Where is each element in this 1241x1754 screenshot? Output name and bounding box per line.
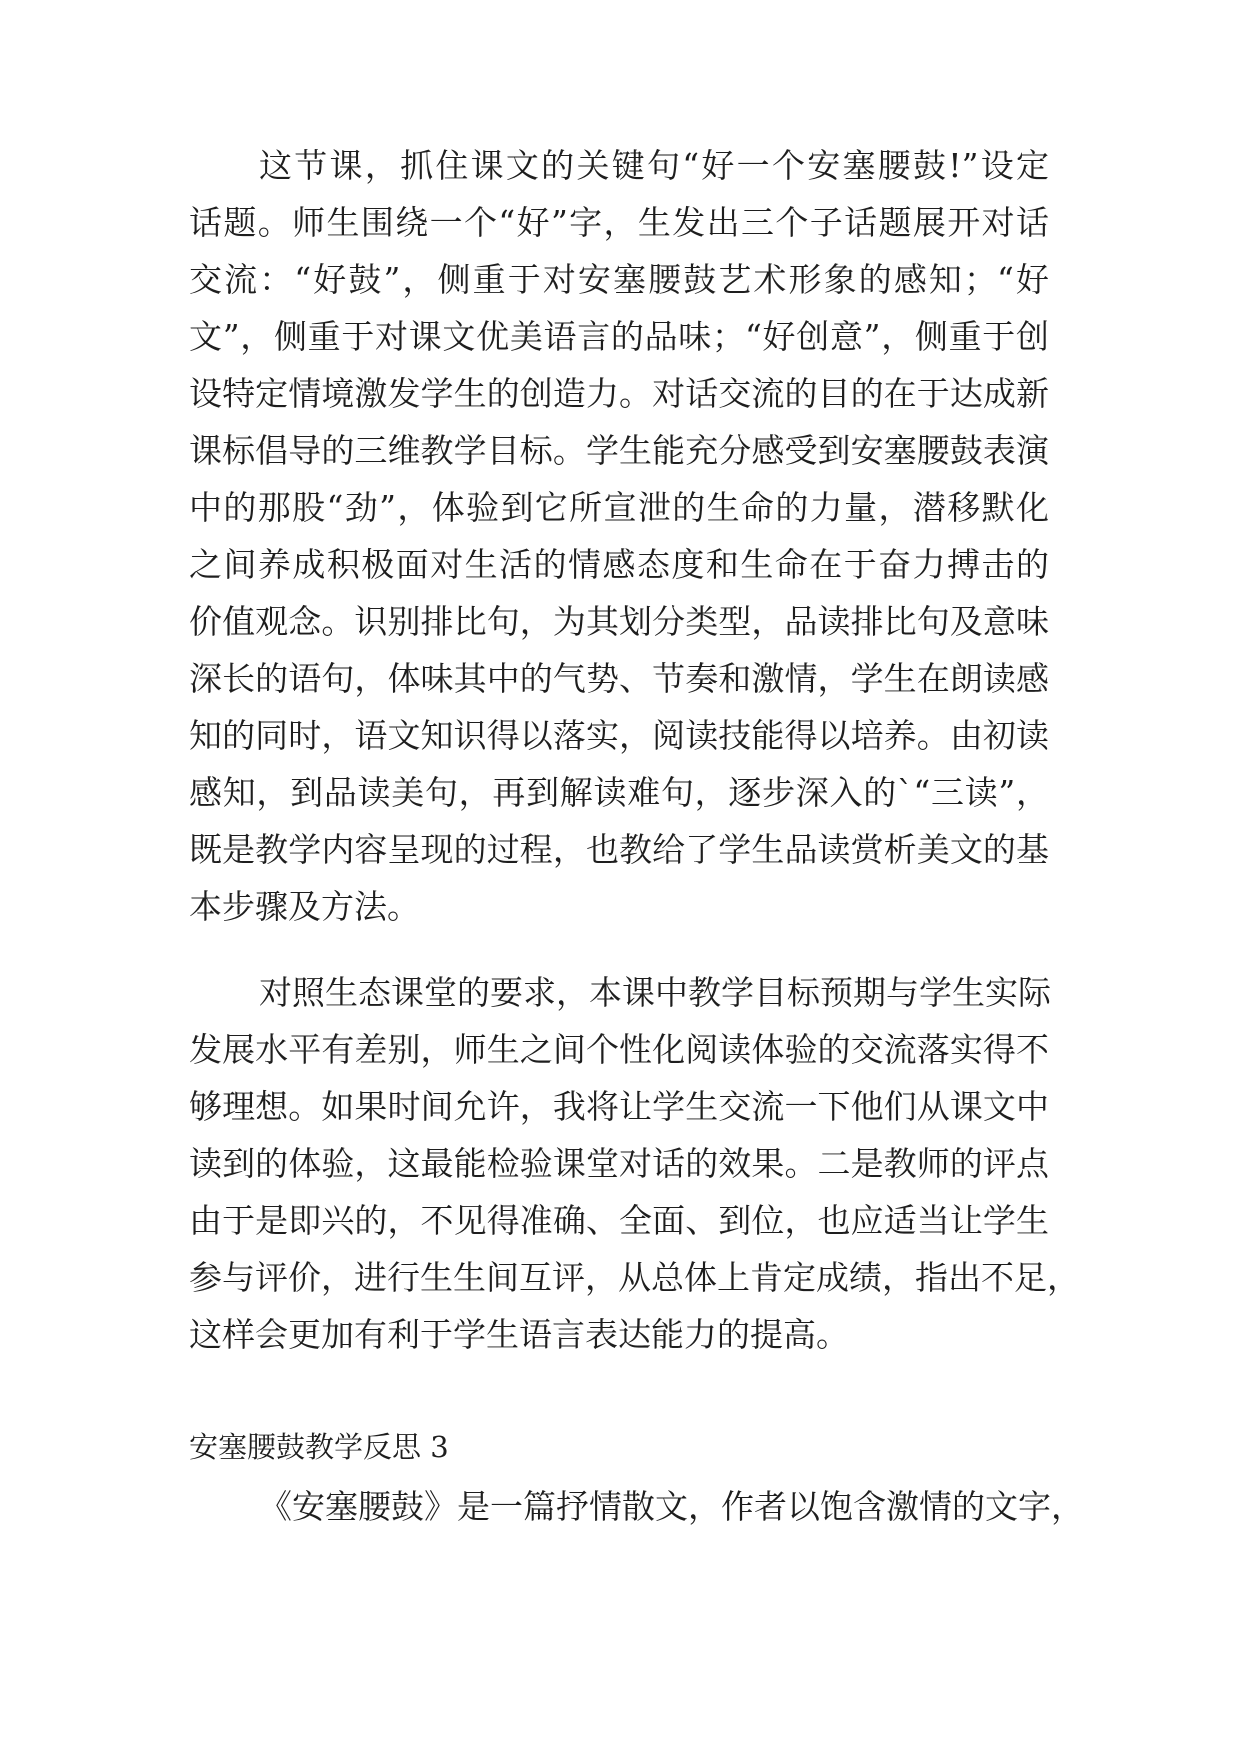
paragraph-line: 话题。师生围绕一个“好”字，生发出三个子话题展开对话 xyxy=(189,203,1049,242)
paragraph-line: 读到的体验，这最能检验课堂对话的效果。二是教师的评点 xyxy=(189,1144,1049,1183)
paragraph-line: 深长的语句，体味其中的气势、节奏和激情，学生在朗读感 xyxy=(189,659,1049,698)
paragraph-line: 知的同时，语文知识得以落实，阅读技能得以培养。由初读 xyxy=(189,716,1049,755)
paragraph-line: 发展水平有差别，师生之间个性化阅读体验的交流落实得不 xyxy=(189,1030,1049,1069)
section-heading: 安塞腰鼓教学反思 3 xyxy=(189,1430,449,1464)
paragraph-line: 设特定情境激发学生的创造力。对话交流的目的在于达成新 xyxy=(189,374,1049,413)
paragraph-line: 交流：“好鼓”，侧重于对安塞腰鼓艺术形象的感知；“好 xyxy=(189,260,1049,299)
paragraph-line: 文”，侧重于对课文优美语言的品味；“好创意”，侧重于创 xyxy=(189,317,1049,356)
paragraph-line: 感知，到品读美句，再到解读难句，逐步深入的`“三读”， xyxy=(189,773,1049,812)
paragraph-line: 本步骤及方法。 xyxy=(189,887,420,926)
paragraph-line: 够理想。如果时间允许，我将让学生交流一下他们从课文中 xyxy=(189,1087,1049,1126)
paragraph-line: 对照生态课堂的要求，本课中教学目标预期与学生实际 xyxy=(259,973,1051,1012)
paragraph-line: 中的那股“劲”，体验到它所宣泄的生命的力量，潜移默化 xyxy=(189,488,1049,527)
paragraph-line: 这节课，抓住课文的关键句“好一个安塞腰鼓!”设定 xyxy=(259,146,1049,185)
paragraph-line: 参与评价，进行生生间互评，从总体上肯定成绩，指出不足， xyxy=(189,1258,1080,1297)
paragraph-line: 价值观念。识别排比句，为其划分类型，品读排比句及意味 xyxy=(189,602,1049,641)
paragraph-line: 既是教学内容呈现的过程，也教给了学生品读赏析美文的基 xyxy=(189,830,1049,869)
paragraph-line: 之间养成积极面对生活的情感态度和生命在于奋力搏击的 xyxy=(189,545,1049,584)
paragraph-line: 这样会更加有利于学生语言表达能力的提高。 xyxy=(189,1315,849,1354)
paragraph-line: 课标倡导的三维教学目标。学生能充分感受到安塞腰鼓表演 xyxy=(189,431,1049,470)
paragraph-line: 由于是即兴的，不见得准确、全面、到位，也应适当让学生 xyxy=(189,1201,1049,1240)
paragraph-line: 《安塞腰鼓》是一篇抒情散文，作者以饱含激情的文字， xyxy=(259,1487,1084,1526)
